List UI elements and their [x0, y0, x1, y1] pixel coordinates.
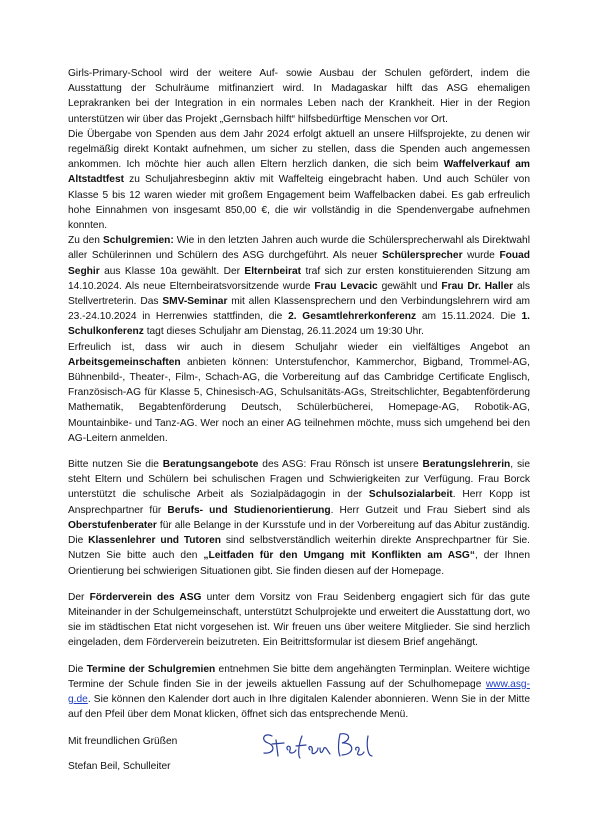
- homepage-link[interactable]: www.asg-g.de: [68, 678, 530, 705]
- paragraph-dates: Die Termine der Schulgremien entnehmen Sie bitte dem angehängten Terminplan. Weitere wichtige Termine der Schule finden Sie in der jeweils aktuellen Fassung auf der Schulhomepage www.asg-g.de. Sie können den Kalender dort auch in Ihre digitalen Kalender abonnieren. Wenn Sie in der Mitte auf den Pfeil über dem Monat klicken, öffnet sich das entsprechende Menü.: [68, 663, 530, 721]
- paragraph-donations: Die Übergabe von Spenden aus dem Jahr 2024 erfolgt aktuell an unsere Hilfsprojekte, zu denen wir regelmäßig direkt Kontakt aufnehmen, um sicher zu stellen, dass die Spenden auch angemessen ankommen. Ich möchte hier auch allen Eltern herzlich danken, die sich beim Waffelverkauf am Altstadtfest zu Schuljahresbeginn aktiv mit Waffelteig eingebracht haben. Und auch Schüler von Klasse 5 bis 12 waren wieder mit großem Engagement beim Waffelbacken dabei. Es gab erfreulich hohe Einnahmen von insgesamt 850,00 €, die wir vollständig in die Spendenvergabe aufnehmen konnten.: [68, 128, 530, 232]
- paragraph-support-association: Der Förderverein des ASG unter dem Vorsitz von Frau Seidenberg engagiert sich für das gute Miteinander in der Schulgemeinschaft, unterstützt Schulprojekte und erweitert die Ausstattung dort, wo sie im städtischen Etat nicht vorgesehen ist. Wir freuen uns über weitere Mitglieder. Sie sind herzlich eingeladen, dem Förderverein beizutreten. Ein Beitrittsformular ist diesem Brief angehängt.: [68, 591, 531, 649]
- paragraph-working-groups: Erfreulich ist, dass wir auch in diesem Schuljahr wieder ein vielfältiges Angebot an Arbeitsgemeinschaften anbieten können: Unterstufenchor, Kammerchor, Bigband, Trommel-AG, Bühnenbild-, Theater-, Film-, Schach-AG, die Vorbereitung auf das Cambridge Certificate Englisch, Französisch-AG für Klasse 5, Chinesisch-AG, Schulsanitäts-AGs, Streitschlichter, Begabtenförderung Mathematik, Begabtenförderung Deutsch, Schülerbücherei, Homepage-AG, Robotik-AG, Mountainbike- und Tanz-AG. Wer noch an einer AG teilnehmen möchte, muss sich umgehend bei den AG-Leitern anmelden.: [68, 341, 530, 444]
- paragraph-school-bodies: Zu den Schulgremien: Wie in den letzten Jahren auch wurde die Schülersprecherwahl als Direktwahl aller Schülerinnen und Schülern des ASG durchgeführt. Als neuer Schülersprecher wurde Fouad Seghir aus Klasse 10a gewählt. Der Elternbeirat traf sich zur ersten konstituierenden Sitzung am 14.10.2024. Als neue Elternbeiratsvorsitzende wurde Frau Levacic gewählt und Frau Dr. Haller als Stellvertreterin. Das SMV-Seminar mit allen Klassensprechern und den Verbindungslehrern wird am 23.-24.10.2024 in Herrenwies stattfinden, die 2. Gesamtlehrerkonferenz am 15.11.2024. Die 1. Schulkonferenz tagt dieses Schuljahr am Dienstag, 26.11.2024 um 19:30 Uhr.: [68, 235, 531, 338]
- paragraph-counseling: Bitte nutzen Sie die Beratungsangebote des ASG: Frau Rönsch ist unsere Beratungslehrerin, sie steht Eltern und Schülern bei schulischen Fragen und Schwierigkeiten zur Verfügung. Frau Borck unterstützt die schulische Arbeit als Sozialpädagogin in der Schulsozialarbeit. Herr Kopp ist Ansprechpartner für Berufs- und Studienorientierung. Herr Gutzeit und Frau Siebert sind als Oberstufenberater für alle Belange in der Kursstufe und in der Vorbereitung auf das Abitur zuständig. Die Klassenlehrer und Tutoren sind selbstverständlich weiterhin direkte Ansprechpartner für Sie. Nutzen Sie bitte auch den „Leitfaden für den Umgang mit Konflikten am ASG“, der Ihnen Orientierung bei schwierigen Situationen gibt. Sie finden diesen auf der Homepage.: [68, 459, 531, 577]
- handwritten-signature: [258, 726, 378, 766]
- paragraph-projects: Girls-Primary-School wird der weitere Auf- sowie Ausbau der Schulen gefördert, indem die Ausstattung der Schulräume mitfinanziert wird. In Madagaskar hilft das ASG ehemaligen Leprakranken bei der Integration in ein normales Leben nach der Krankheit. Hier in der Region unterstützen wir über das Projekt „Gernsbach hilft“ hilfsbedürftige Menschen vor Ort.: [68, 68, 530, 125]
- signature-name: Stefan Beil, Schulleiter: [68, 760, 171, 772]
- closing-greeting: Mit freundlichen Grüßen: [68, 736, 178, 748]
- letter-closing: [68, 734, 530, 773]
